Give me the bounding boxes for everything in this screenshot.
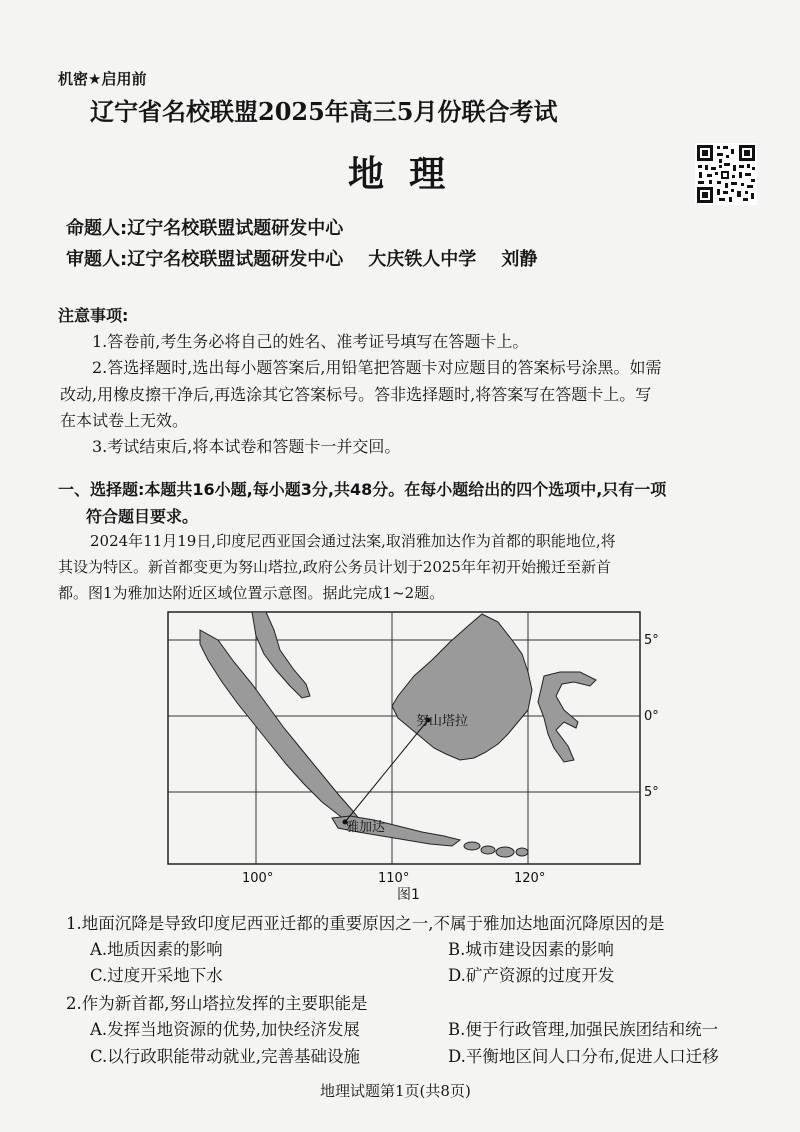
figure-caption: 图1 [397,887,420,903]
qr-code [695,143,757,205]
island-lombok [481,846,495,854]
notice-item-2-line-3: 在本试卷上无效。 [60,411,189,430]
question-1-option-a: A.地质因素的影响 [90,940,223,959]
question-1-stem: 1.地面沉降是导致印度尼西亚迁都的重要原因之一,不属于雅加达地面沉降原因的是 [66,914,665,933]
intro-line-3: 都。图1为雅加达附近区域位置示意图。据此完成1~2题。 [58,584,445,602]
page-footer: 地理试题第1页(共8页) [320,1082,471,1100]
question-1-option-c: C.过度开采地下水 [90,966,223,985]
notice-item-2-line-2: 改动,用橡皮擦干净后,再选涂其它答案标号。答非选择题时,将答案写在答题卡上。写 [60,385,652,404]
label-lon-100: 100° [242,871,274,886]
section-heading-line-1: 一、选择题:本题共16小题,每小题3分,共48分。在每小题给出的四个选项中,只有一项 [58,480,667,499]
notice-item-3: 3.考试结束后,将本试卷和答题卡一并交回。 [92,437,401,456]
map-frame [168,612,640,864]
subject-title: 地 理 [348,154,446,195]
island-sumbawa [496,847,514,857]
question-2-stem: 2.作为新首都,努山塔拉发挥的主要职能是 [66,994,368,1013]
island-bali [464,842,480,850]
exam-title: 辽宁省名校联盟2025年高三5月份联合考试 [90,97,558,126]
question-1-option-d: D.矿产资源的过度开发 [448,966,615,985]
notice-heading: 注意事项: [58,306,129,325]
question-2-option-a: A.发挥当地资源的优势,加快经济发展 [90,1020,360,1039]
label-lat-5n: 5° [644,633,659,648]
question-2-option-d: D.平衡地区间人口分布,促进人口迁移 [448,1047,719,1066]
label-lat-5s: 5° [644,785,659,800]
island-flores [516,848,528,856]
notice-item-1: 1.答卷前,考生务必将自己的姓名、准考证号填写在答题卡上。 [92,332,529,351]
intro-line-1: 2024年11月19日,印度尼西亚国会通过法案,取消雅加达作为首都的职能地位,将 [90,532,616,550]
label-lat-0: 0° [644,709,659,724]
author-line: 命题人:辽宁名校联盟试题研发中心 [66,218,344,239]
label-nusantara: 努山塔拉 [416,714,469,729]
figure-1-map [160,610,680,892]
intro-line-2: 其设为特区。新首都变更为努山塔拉,政府公务员计划于2025年年初开始搬迁至新首 [58,558,611,576]
label-lon-120: 120° [514,871,546,886]
question-2-option-c: C.以行政职能带动就业,完善基础设施 [90,1047,361,1066]
classification-label: 机密★启用前 [58,70,147,88]
label-jakarta: 雅加达 [346,820,386,835]
reviewer-line: 审题人:辽宁名校联盟试题研发中心 大庆铁人中学 刘静 [66,249,538,270]
question-2-option-b: B.便于行政管理,加强民族团结和统一 [448,1020,719,1039]
notice-item-2-line-1: 2.答选择题时,选出每小题答案后,用铅笔把答题卡对应题目的答案标号涂黑。如需 [92,358,662,377]
label-lon-110: 110° [378,871,410,886]
section-heading-line-2: 符合题目要求。 [86,507,199,526]
question-1-option-b: B.城市建设因素的影响 [448,940,614,959]
